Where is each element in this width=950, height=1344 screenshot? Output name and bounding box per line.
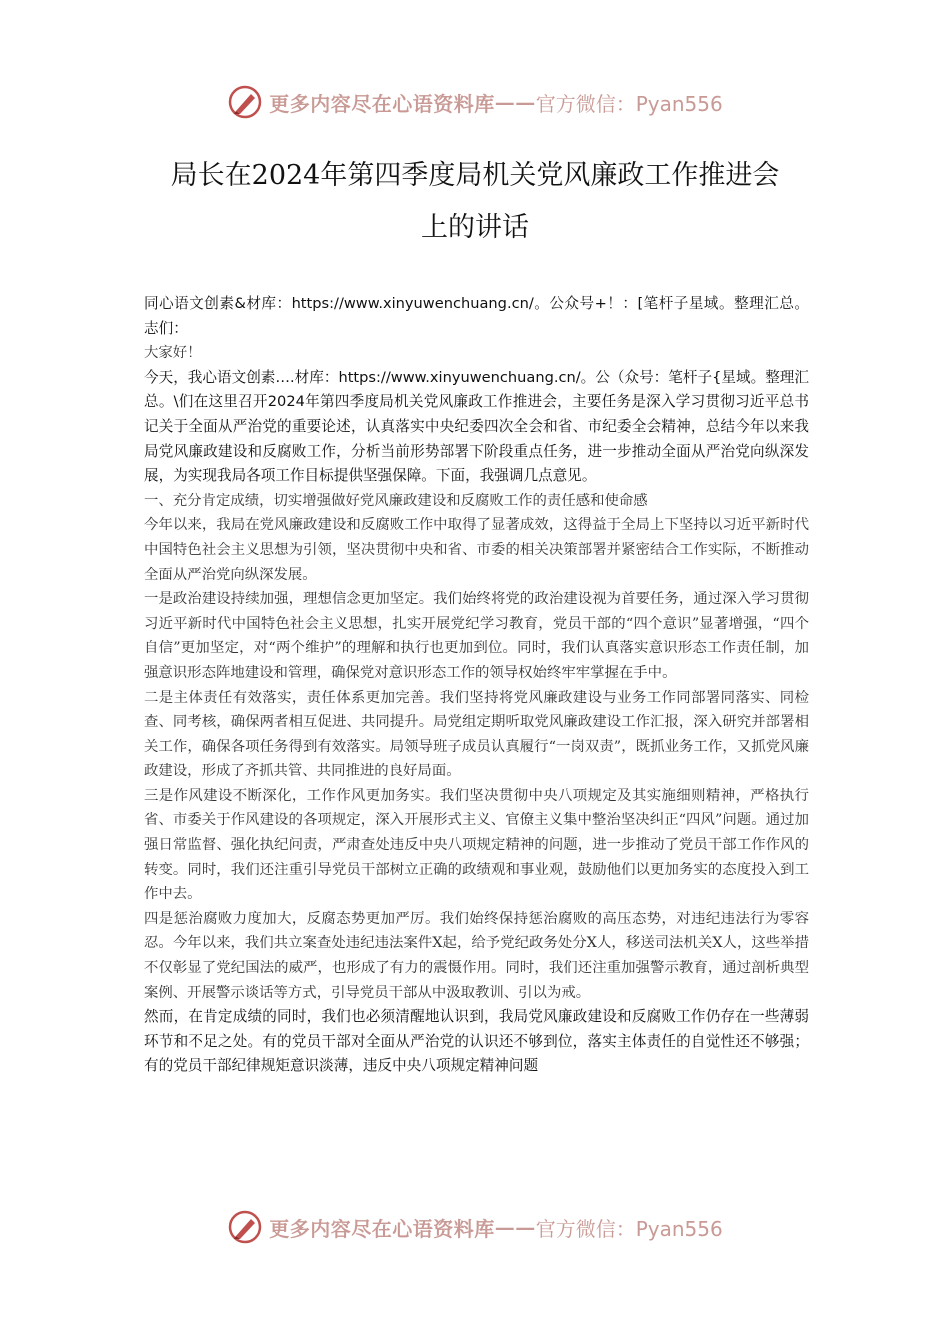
title-line-1: 局长在2024年第四季度局机关党风廉政工作推进会 (170, 160, 780, 191)
paragraph: 今年以来，我局在党风廉政建设和反腐败工作中取得了显著成效，这得益于全局上下坚持以习近平新时代中国特色社会主义思想为引领，坚决贯彻中央和省、市委的相关决策部署并紧密结合工作实际，不断推动全面从严治党向纵深发展。 (144, 517, 809, 583)
paragraph: 二是主体责任有效落实，责任体系更加完善。我们坚持将党风廉政建设与业务工作同部署同落实、同检查、同考核，确保两者相互促进、共同提升。局党组定期听取党风廉政建设工作汇报，深入研究并部署相关工作，确保各项任务得到有效落实。局领导班子成员认真履行“一岗双责”，既抓业务工作，又抓党风廉政建设，形成了齐抓共管、共同推进的良好局面。 (144, 689, 809, 780)
banner-dash: —— (494, 1215, 536, 1239)
banner-dash: —— (494, 90, 536, 114)
banner-contact: 官方微信：Pyan556 (535, 91, 723, 116)
paragraph: 一是政治建设持续加强，理想信念更加坚定。我们始终将党的政治建设视为首要任务，通过深入学习贯彻习近平新时代中国特色社会主义思想，扎实开展党纪学习教育，党员干部的“四个意识”显著增强，“四个自信”更加坚定，对“两个维护”的理解和执行也更加到位。同时，我们认真落实意识形态工作责任制，加强意识形态阵地建设和管理，确保党对意识形态工作的领导权始终牢牢掌握在手中。 (144, 591, 809, 681)
paragraph: 然而，在肯定成绩的同时，我们也必须清醒地认识到，我局党风廉政建设和反腐败工作仍存在一些薄弱环节和不足之处。有的党员干部对全面从严治党的认识还不够到位，落实主体责任的自觉性还不够强；有的党员干部纪律规矩意识淡薄，违反中央八项规定精神问题 (144, 1008, 809, 1075)
banner-contact: 官方微信：Pyan556 (535, 1216, 723, 1241)
opening-paragraph: 今天，我心语文创素….材库：https://www.xinyuwenchuang.cn/。公（众号：笔杆子{星域。整理汇总。\们在这里召开2024年第四季度局机关党风廉政工作推进会，主要任务是深入学习贯彻习近平总书记关于全面从严治党的重要论述，认真落实中央纪委四次全会和省、市纪委全会精神，总结今年以来我局党风廉政建设和反腐败工作，分析当前形势部署下阶段重点任务，进一步推动全面从严治党向纵深发展，为实现我局各项工作目标提供坚强保障。下面，我强调几点意见。 (144, 368, 809, 485)
document-body (144, 292, 809, 1079)
pen-logo-icon (227, 1209, 263, 1245)
page-title (100, 150, 850, 254)
paragraph: 四是惩治腐败力度加大，反腐态势更加严厉。我们始终保持惩治腐败的高压态势，对违纪违法行为零容忍。今年以来，我们共立案查处违纪违法案件X起，给予党纪政务处分X人，移送司法机关X人，这些举措不仅彰显了党纪国法的威严，也形成了有力的震慑作用。同时，我们还注重加强警示教育，通过剖析典型案例、开展警示谈话等方式，引导党员干部从中汲取教训、引以为戒。 (144, 910, 809, 1001)
pen-logo-icon (227, 84, 263, 120)
paragraph: 三是作风建设不断深化，工作作风更加务实。我们坚决贯彻中央八项规定及其实施细则精神，严格执行省、市委关于作风建设的各项规定，深入开展形式主义、官僚主义集中整治坚决纠正“四风”问题。通过加强日常监督、强化执纪问责，严肃查处违反中央八项规定精神的问题，进一步推动了党员干部工作作风的转变。同时，我们还注重引导党员干部树立正确的政绩观和事业观，鼓励他们以更加务实的态度投入到工作中去。 (144, 787, 809, 903)
intro-source-note: 同心语文创素&材库：https://www.xinyuwenchuang.cn/。公众号+！：[笔杆子星域。整理汇总。志们： (144, 295, 809, 337)
title-line-2: 上的讲话 (421, 212, 529, 243)
banner-text: 更多内容尽在心语资料库 (269, 91, 495, 116)
header-banner (0, 82, 950, 122)
section-heading-1: 一、充分肯定成绩，切实增强做好党风廉政建设和反腐败工作的责任感和使命感 (144, 492, 648, 509)
greeting: 大家好！ (144, 345, 202, 362)
footer-banner (0, 1207, 950, 1247)
banner-text: 更多内容尽在心语资料库 (269, 1216, 495, 1241)
